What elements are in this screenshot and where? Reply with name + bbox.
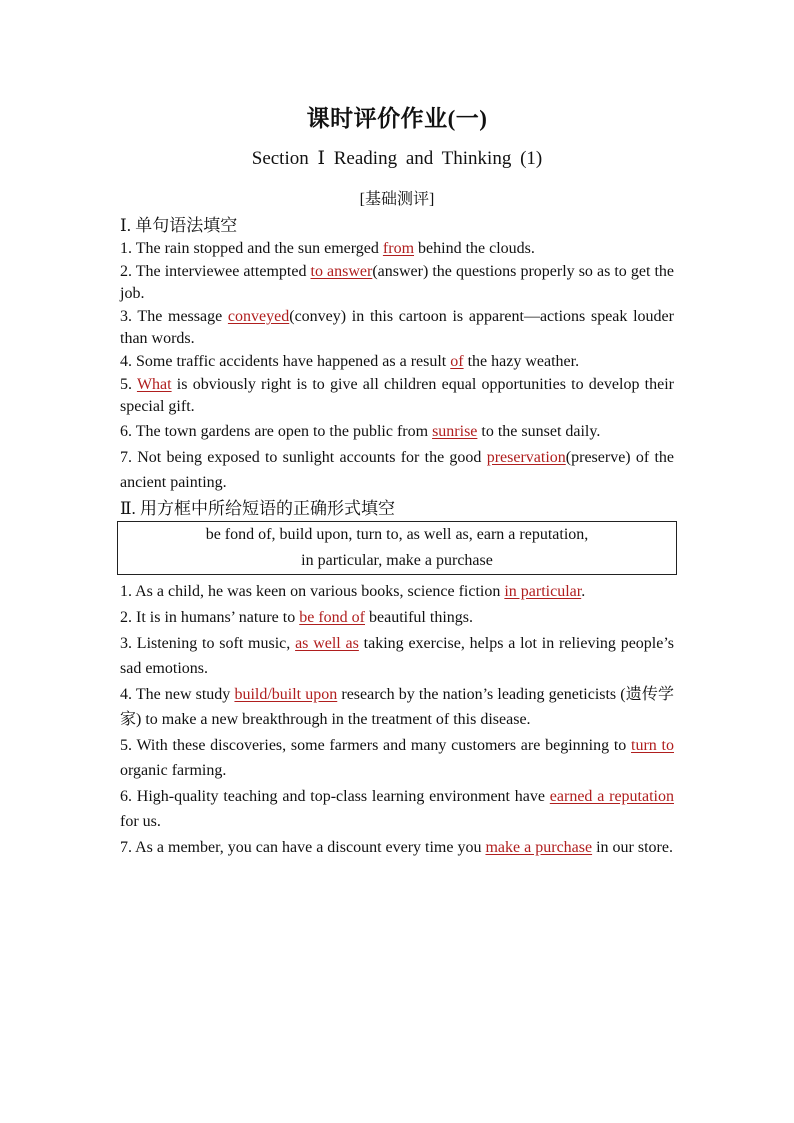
answer-blank: sunrise <box>432 423 478 440</box>
item-text: in our store. <box>592 839 673 856</box>
part2-item-7 <box>120 835 674 860</box>
item-text: (preserve) of the ancient painting. <box>120 449 675 491</box>
item-text: 5. With these discoveries, some farmers and many customers are beginning to <box>120 737 632 754</box>
page-subtitle: Section Ⅰ Reading and Thinking (1) <box>251 148 543 169</box>
item-text: behind the clouds. <box>414 240 535 257</box>
item-text: 2. It is in humans’ nature to <box>120 609 300 626</box>
part1-heading: Ⅰ. 单句语法填空 <box>120 216 238 235</box>
item-text: (convey) in this cartoon is apparent—actions speak louder than words. <box>120 308 674 347</box>
part1-item-4 <box>120 351 674 373</box>
item-text: research by the nation’s leading geneticists (遗传学家) to make a new breakthrough in the treatment of this disease. <box>120 686 675 728</box>
item-text: for us. <box>120 813 161 830</box>
part2-item-3 <box>120 631 674 681</box>
item-text: . <box>581 583 586 600</box>
part2-item-2 <box>120 605 674 630</box>
item-text: beautiful things. <box>365 609 473 626</box>
item-text: taking exercise, helps a lot in relieving people’s sad emotions. <box>120 635 675 677</box>
item-text: 2. The interviewee attempted <box>120 263 311 280</box>
item-text: 4. The new study <box>120 686 235 703</box>
part2-item-5 <box>120 733 674 783</box>
item-text: 3. Listening to soft music, <box>120 635 296 652</box>
item-text: 3. The message <box>120 308 228 325</box>
answer-blank: build/built upon <box>234 686 338 703</box>
part1-list <box>120 238 674 495</box>
item-text: is obviously right is to give all children equal opportunities to develop their special gift. <box>120 376 674 415</box>
part2-item-1 <box>120 579 674 604</box>
part2-item-4 <box>120 682 674 732</box>
answer-blank: make a purchase <box>485 839 593 856</box>
part1-item-1 <box>120 238 674 260</box>
item-text: 5. <box>120 376 137 393</box>
part2-item-6 <box>120 784 674 834</box>
part1-item-5 <box>120 374 674 418</box>
phrase-box-line-1: be fond of, build upon, turn to, as well as, earn a reputation, <box>205 526 589 543</box>
worksheet-page <box>120 100 674 861</box>
item-text: to the sunset daily. <box>477 423 601 440</box>
page-title: 课时评价作业(一) <box>306 106 488 131</box>
answer-blank: preservation <box>486 449 566 466</box>
answer-blank: of <box>450 353 464 370</box>
answer-blank: turn to <box>631 737 674 754</box>
answer-blank: conveyed <box>227 308 290 325</box>
item-text: 4. Some traffic accidents have happened as a result <box>120 353 451 370</box>
part1-item-3 <box>120 306 674 350</box>
item-text: the hazy weather. <box>463 353 580 370</box>
answer-blank: What <box>136 376 172 393</box>
part2-list <box>120 579 674 860</box>
item-text: 6. High-quality teaching and top-class learning environment have <box>120 788 550 805</box>
part2-heading: Ⅱ. 用方框中所给短语的正确形式填空 <box>120 499 396 518</box>
section-tag: [基础测评] <box>359 191 435 208</box>
part1-item-2 <box>120 261 674 305</box>
item-text: 7. As a member, you can have a discount every time you <box>120 839 486 856</box>
item-text: 7. Not being exposed to sunlight accounts for the good <box>120 449 487 466</box>
item-text: 6. The town gardens are open to the public from <box>120 423 433 440</box>
answer-blank: be fond of <box>299 609 365 626</box>
answer-blank: to answer <box>310 263 373 280</box>
answer-blank: in particular <box>504 583 582 600</box>
part1-item-7 <box>120 445 674 495</box>
answer-blank: as well as <box>295 635 359 652</box>
part1-item-6 <box>120 419 674 444</box>
item-text: (answer) the questions properly so as to get the job. <box>120 263 674 302</box>
item-text: organic farming. <box>120 762 227 779</box>
phrase-box <box>117 521 677 575</box>
answer-blank: from <box>382 240 415 257</box>
item-text: 1. As a child, he was keen on various books, science fiction <box>120 583 505 600</box>
item-text: 1. The rain stopped and the sun emerged <box>120 240 383 257</box>
answer-blank: earned a reputation <box>549 788 674 805</box>
phrase-box-line-2: in particular, make a purchase <box>301 552 493 569</box>
